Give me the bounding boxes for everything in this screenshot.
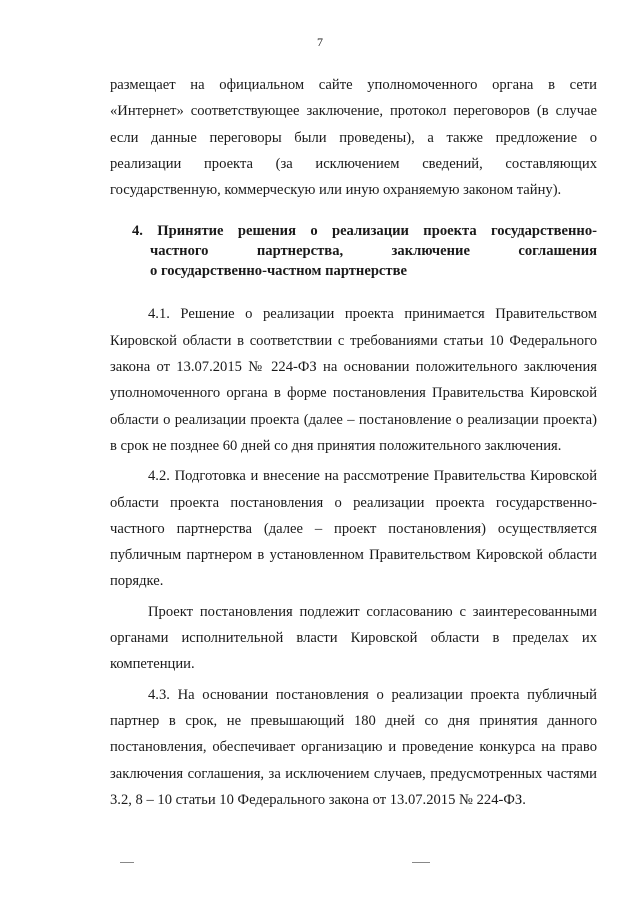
- scan-mark-left: [120, 862, 134, 863]
- paragraph-approval: Проект постановления подлежит согласованию с заинтересованными органами исполнительной власти Кировской области в пределах их компетенции.: [110, 603, 597, 673]
- scan-mark-right: [412, 862, 430, 863]
- section-heading-line-2: частного партнерства, заключение соглашения: [150, 243, 597, 260]
- paragraph-4-1: 4.1. Решение о реализации проекта принимается Правительством Кировской области в соответствии с требованиями статьи 10 Федерального закона от 13.07.2015 № 224-ФЗ на основании положительного заключения уполномоченного органа в форме постановления Правительства Кировской области о реализации проекта (далее – постановление о реализации проекта) в срок не позднее 60 дней со дня принятия положительного заключения.: [110, 306, 597, 454]
- section-heading-line-3: о государственно-частном партнерстве: [150, 263, 407, 280]
- paragraph-4-2: 4.2. Подготовка и внесение на рассмотрение Правительства Кировской области проекта постановления о реализации проекта государственно-частного партнерства (далее – проект постановления) осуществляется публичным партнером в установленном Правительством Кировской области порядке.: [110, 468, 597, 590]
- section-heading-line-1: 4. Принятие решения о реализации проекта государственно-: [132, 223, 597, 240]
- document-body: [110, 72, 597, 813]
- section-heading: [110, 221, 597, 281]
- page-number: 7: [317, 35, 323, 49]
- paragraph-4-3: 4.3. На основании постановления о реализации проекта публичный партнер в срок, не превышающий 180 дней со дня принятия данного постановления, обеспечивает организацию и проведение конкурса на право заключения соглашения, за исключением случаев, предусмотренных частями 3.2, 8 – 10 статьи 10 Федерального закона от 13.07.2015 № 224-ФЗ.: [110, 686, 597, 808]
- intro-paragraph: размещает на официальном сайте уполномоченного органа в сети «Интернет» соответствующее заключение, протокол переговоров (в случае если данные переговоры были проведены), а также предложение о реализации проекта (за исключением сведений, составляющих государственную, коммерческую или иную охраняемую законом тайну).: [110, 77, 597, 199]
